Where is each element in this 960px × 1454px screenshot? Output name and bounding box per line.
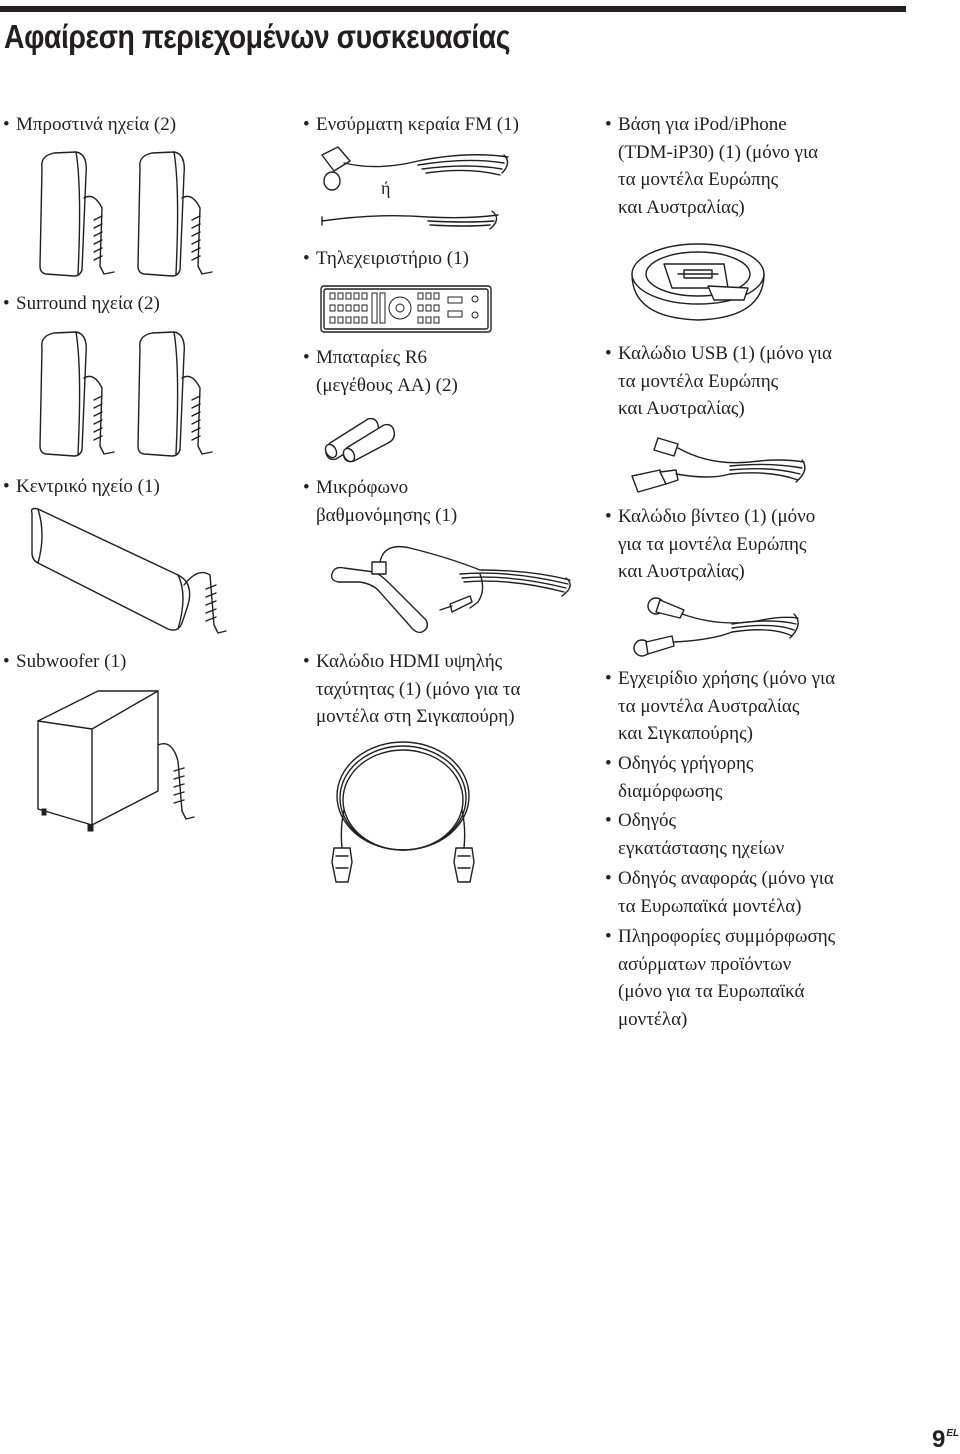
item-label: Καλώδιο βίντεο (1) (μόνο για τα μοντέλα Ευρώπης και Αυστραλίας) [618,506,816,582]
usb-cable-illustration [630,432,810,502]
list-item-usb-cable [605,340,832,423]
bullet: • [605,114,612,135]
item-label: Surround ηχεία (2) [16,293,160,314]
item-label: Μπροστινά ηχεία (2) [16,114,177,135]
center-speaker-illustration [28,505,228,640]
list-item-speaker-setup-guide [605,807,785,862]
remote-control-illustration [320,285,492,335]
bullet: • [303,114,310,135]
item-label: Βάση για iPod/iPhone (TDM-iP30) (1) (μόνο για τα μοντέλα Ευρώπης και Αυστραλίας) [618,114,819,218]
list-item-subwoofer [3,648,127,676]
bullet: • [303,347,310,368]
item-label: Οδηγός εγκατάστασης ηχείων [618,810,785,859]
surround-speakers-illustration [30,328,230,460]
bullet: • [605,506,612,527]
list-item-hdmi-cable [303,648,521,731]
bullet: • [605,868,612,889]
item-label: Οδηγός αναφοράς (μόνο για τα Ευρωπαϊκά μοντέλα) [618,868,834,917]
bullet: • [303,477,310,498]
item-label: Εγχειρίδιο χρήσης (μόνο για τα μοντέλα Αυστραλίας και Σιγκαπούρης) [618,668,836,744]
fm-antenna-illustration [318,143,518,238]
list-item-center-speaker [3,473,160,501]
page-number-value: 9 [932,1426,946,1453]
bullet: • [3,476,10,497]
item-label: Καλώδιο HDMI υψηλής ταχύτητας (1) (μόνο για τα μοντέλα στη Σιγκαπούρη) [316,651,521,727]
item-label: Κεντρικό ηχείο (1) [16,476,160,497]
bullet: • [3,114,10,135]
microphone-illustration [330,540,580,635]
list-item-ipod-dock [605,111,819,221]
item-label: Μικρόφωνο βαθμονόμησης (1) [316,477,458,526]
list-item-remote [303,245,469,273]
list-item-batteries [303,344,458,399]
bullet: • [303,248,310,269]
bullet: • [303,651,310,672]
bullet: • [3,293,10,314]
list-item-fm-antenna [303,111,519,139]
list-item-microphone [303,474,458,529]
bullet: • [605,810,612,831]
item-label: Τηλεχειριστήριο (1) [316,248,469,269]
bullet: • [605,343,612,364]
bullet: • [3,651,10,672]
item-label: Οδηγός γρήγορης διαμόρφωσης [618,753,754,802]
ipod-dock-illustration [628,230,768,325]
list-item-operating-instructions [605,665,836,748]
page-number [932,1426,959,1454]
bullet: • [605,926,612,947]
header-rule [0,6,906,12]
list-item-quick-setup-guide [605,750,754,805]
list-item-surround-speakers [3,290,160,318]
or-label: ή [381,178,391,198]
hdmi-cable-illustration [330,738,480,888]
item-label: Ενσύρματη κεραία FM (1) [316,114,519,135]
bullet: • [605,668,612,689]
item-label: Subwoofer (1) [16,651,127,672]
list-item-wireless-compliance [605,923,836,1033]
batteries-illustration [322,413,402,463]
page-language-code: EL [946,1428,960,1439]
list-item-video-cable [605,503,816,586]
video-cable-illustration [632,596,802,666]
item-label: Μπαταρίες R6 (μεγέθους AA) (2) [316,347,458,396]
item-label: Καλώδιο USB (1) (μόνο για τα μοντέλα Ευρώπης και Αυστραλίας) [618,343,832,419]
list-item-front-speakers [3,111,177,139]
bullet: • [605,753,612,774]
subwoofer-illustration [36,685,196,840]
page-title: Αφαίρεση περιεχομένων συσκευασίας [4,18,511,55]
front-speakers-illustration [30,148,230,280]
list-item-reference-guide [605,865,834,920]
item-label: Πληροφορίες συμμόρφωσης ασύρματων προϊόντων (μόνο για τα Ευρωπαϊκά μοντέλα) [618,926,836,1030]
